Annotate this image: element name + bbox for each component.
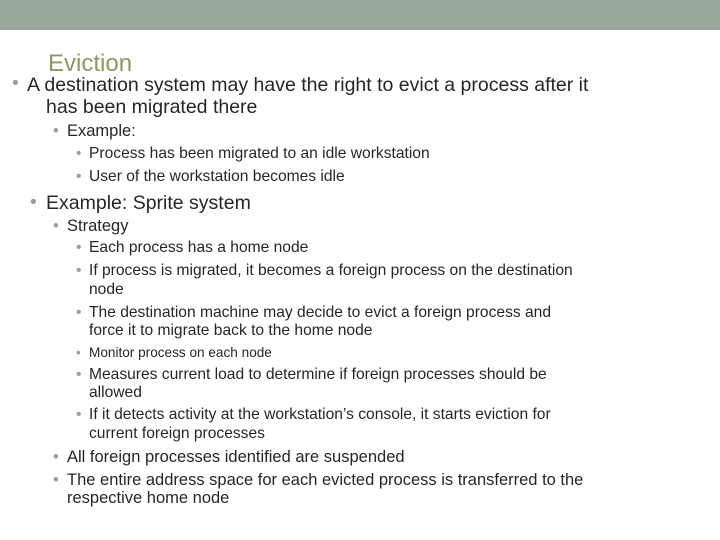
bullet-text: node bbox=[89, 281, 124, 298]
bullet-marker: • bbox=[76, 345, 81, 360]
bullet-text: All foreign processes identified are suspended bbox=[67, 448, 405, 466]
bullet-marker: • bbox=[53, 471, 59, 489]
bullet-text: If it detects activity at the workstation’s console, it starts eviction for bbox=[89, 406, 551, 423]
bullet-marker: • bbox=[76, 168, 82, 185]
bullet-marker: • bbox=[30, 191, 37, 213]
bullet-text: User of the workstation becomes idle bbox=[89, 168, 345, 185]
bullet-text: Process has been migrated to an idle workstation bbox=[89, 145, 430, 162]
bullet-text: Example: bbox=[67, 122, 136, 140]
bullet-text: A destination system may have the right to evict a process after it bbox=[27, 74, 589, 96]
bullet-text: Monitor process on each node bbox=[89, 345, 272, 360]
bullet-text: The entire address space for each evicted process is transferred to the bbox=[67, 471, 584, 489]
bullet-marker: • bbox=[76, 262, 82, 279]
bullet-text: Measures current load to determine if foreign processes should be bbox=[89, 366, 547, 383]
bullet-marker: • bbox=[12, 72, 19, 94]
bullet-text: current foreign processes bbox=[89, 425, 265, 442]
bullet-marker: • bbox=[76, 145, 82, 162]
bullet-marker: • bbox=[76, 304, 82, 321]
bullet-text: Strategy bbox=[67, 217, 129, 235]
top-accent-bar bbox=[0, 0, 720, 30]
bullet-text: respective home node bbox=[67, 489, 230, 507]
bullet-marker: • bbox=[53, 448, 59, 466]
bullet-text: has been migrated there bbox=[46, 96, 258, 118]
bullet-text: Each process has a home node bbox=[89, 239, 309, 256]
bullet-text: If process is migrated, it becomes a foreign process on the destination bbox=[89, 262, 573, 279]
slide-title: Eviction bbox=[48, 50, 133, 77]
bullet-text: force it to migrate back to the home node bbox=[89, 322, 373, 339]
bullet-marker: • bbox=[53, 217, 59, 235]
bullet-marker: • bbox=[53, 122, 59, 140]
bullet-marker: • bbox=[76, 406, 82, 423]
bullet-marker: • bbox=[76, 239, 82, 256]
bullet-text: allowed bbox=[89, 384, 142, 401]
bullet-marker: • bbox=[76, 366, 82, 383]
bullet-text: Example: Sprite system bbox=[46, 192, 251, 214]
bullet-text: The destination machine may decide to evict a foreign process and bbox=[89, 304, 552, 321]
